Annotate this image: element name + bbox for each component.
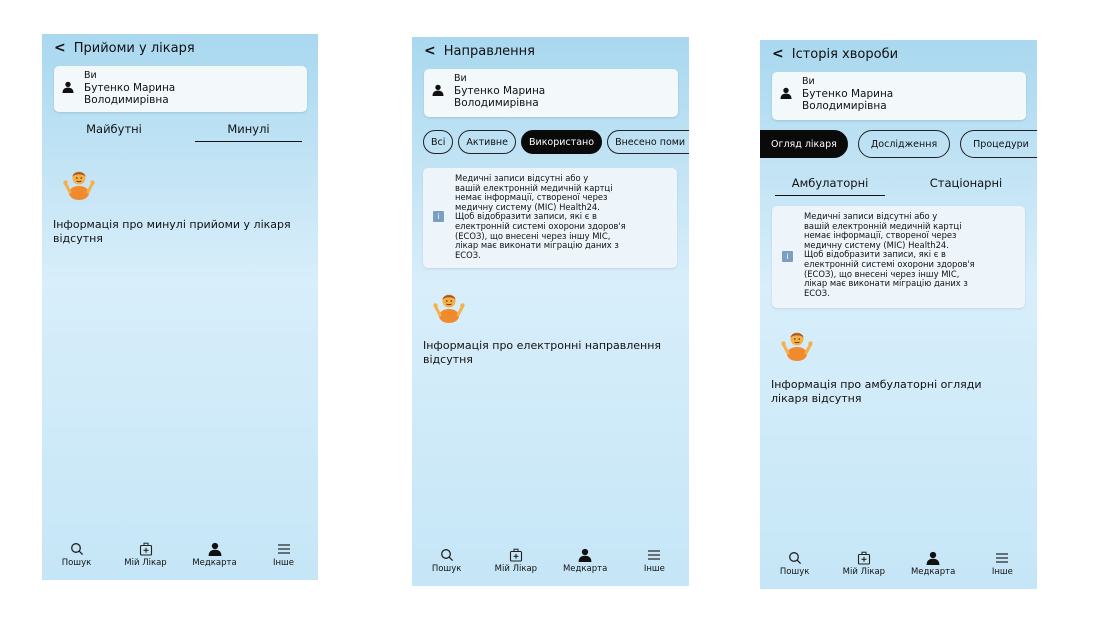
user-name-line2: Володимирівна	[802, 100, 887, 112]
user-type: Ви	[802, 76, 815, 87]
tab-past[interactable]: Минулі	[195, 122, 302, 142]
page-title: Історія хвороби	[791, 46, 899, 62]
nav-search-label: Пошук	[61, 558, 92, 568]
user-card[interactable]	[772, 72, 1026, 120]
nav-search[interactable]	[52, 542, 102, 568]
person-icon	[208, 542, 222, 556]
menu-icon	[995, 551, 1009, 565]
info-line: електронній системі охорони здоров'я	[455, 220, 626, 231]
chip-all[interactable]: Всі	[423, 130, 453, 154]
menu-icon	[277, 542, 291, 556]
nav-other-label: Інше	[643, 564, 665, 574]
bottom-nav	[42, 534, 318, 580]
user-icon	[780, 87, 792, 99]
nav-other[interactable]	[259, 542, 309, 568]
shrug-icon	[432, 289, 466, 323]
info-line: немає інформації, створеної через	[455, 192, 608, 203]
user-name-line1: Бутенко Марина	[84, 82, 176, 94]
shrug-icon	[62, 166, 96, 200]
nav-search-label: Пошук	[779, 567, 810, 577]
back-icon[interactable]: <	[772, 46, 784, 62]
nav-other-label: Інше	[272, 558, 295, 568]
chip-active[interactable]: Активне	[458, 130, 516, 154]
filter-chips	[423, 130, 689, 154]
empty-line-2: лікаря відсутня	[771, 392, 862, 405]
info-line: електронній системі охорони здоров'я	[804, 258, 975, 269]
info-line: Медичні записи відсутні або у	[455, 173, 589, 183]
page-title: Прийоми у лікаря	[73, 40, 195, 56]
info-line: Медичні записи відсутні або у	[804, 211, 938, 221]
info-line: ЕСОЗ.	[804, 287, 830, 298]
search-icon	[440, 548, 454, 562]
category-chips	[760, 130, 1037, 158]
medical-kit-icon	[857, 551, 871, 565]
tab-upcoming[interactable]: Майбутні	[86, 122, 142, 136]
info-box	[423, 168, 677, 268]
info-line: вашій електронній медичній картці	[804, 220, 962, 231]
nav-other-label: Інше	[991, 567, 1013, 577]
nav-other[interactable]	[977, 551, 1027, 577]
user-icon	[62, 81, 74, 93]
empty-line-2: відсутня	[53, 232, 103, 245]
nav-my-doctor[interactable]	[121, 542, 171, 568]
header	[54, 40, 195, 56]
tabs	[775, 176, 1025, 196]
nav-medcard[interactable]	[560, 548, 610, 574]
info-line: медичну систему (МІС) Health24.	[804, 239, 949, 250]
empty-state-text	[771, 378, 1033, 406]
tab-outpatient[interactable]: Амбулаторні	[775, 176, 885, 196]
info-line: лікар має виконати міграцію даних з	[455, 240, 619, 251]
info-line: (ЕСОЗ), що внесені через іншу МІС,	[804, 268, 960, 279]
tabs	[58, 122, 302, 142]
back-icon[interactable]: <	[54, 40, 66, 56]
nav-medcard[interactable]	[908, 551, 958, 577]
user-type: Ви	[84, 70, 97, 81]
nav-search-label: Пошук	[431, 564, 462, 574]
nav-medcard[interactable]	[190, 542, 240, 568]
chip-examinations[interactable]: Дослідження	[858, 130, 950, 158]
nav-my-doctor-label: Мій Лікар	[124, 558, 167, 568]
info-box	[772, 206, 1025, 308]
info-line: медичну систему (МІС) Health24.	[455, 201, 600, 212]
header	[424, 43, 535, 59]
info-icon: i	[433, 211, 444, 222]
chip-doctor-visit[interactable]: Огляд лікаря	[760, 130, 848, 158]
empty-line-1: Інформація про минулі прийоми у лікаря	[53, 218, 291, 231]
screen-appointments	[42, 34, 318, 580]
user-icon	[432, 84, 444, 96]
nav-medcard-label: Медкарта	[192, 558, 237, 568]
nav-medcard-label: Медкарта	[910, 567, 956, 577]
person-icon	[578, 548, 592, 562]
bottom-nav	[412, 540, 689, 586]
shrug-icon	[780, 327, 814, 361]
info-line: Щоб відобразити записи, які є в	[455, 211, 597, 222]
empty-state-text	[423, 339, 685, 367]
nav-my-doctor-label: Мій Лікар	[842, 567, 886, 577]
info-line: (ЕСОЗ), що внесені через іншу МІС,	[455, 230, 611, 241]
nav-my-doctor[interactable]	[839, 551, 889, 577]
bottom-nav	[760, 543, 1037, 589]
tab-inpatient[interactable]: Стаціонарні	[929, 176, 1003, 190]
nav-search[interactable]	[422, 548, 472, 574]
nav-other[interactable]	[629, 548, 679, 574]
screen-medical-history	[760, 40, 1037, 589]
person-icon	[926, 551, 940, 565]
info-line: немає інформації, створеної через	[804, 230, 957, 241]
medical-kit-icon	[139, 542, 153, 556]
chip-entered-erroneously[interactable]: Внесено поми	[607, 130, 689, 154]
nav-search[interactable]	[770, 551, 820, 577]
info-icon: i	[782, 251, 793, 262]
info-line: лікар має виконати міграцію даних з	[804, 278, 968, 289]
chip-used[interactable]: Використано	[521, 130, 602, 154]
empty-line-2: відсутня	[423, 353, 473, 366]
user-card[interactable]	[424, 69, 678, 117]
user-card[interactable]	[54, 66, 307, 112]
page-title: Направлення	[443, 43, 535, 59]
user-name-line1: Бутенко Марина	[802, 88, 894, 100]
header	[772, 46, 898, 62]
nav-medcard-label: Медкарта	[562, 564, 608, 574]
medical-kit-icon	[509, 548, 523, 562]
user-name-line2: Володимирівна	[84, 94, 169, 106]
menu-icon	[647, 548, 661, 562]
search-icon	[788, 551, 802, 565]
nav-my-doctor[interactable]	[491, 548, 541, 574]
info-line: ЕСОЗ.	[455, 249, 481, 260]
empty-line-1: Інформація про амбулаторні огляди	[771, 378, 982, 391]
user-type: Ви	[454, 73, 467, 84]
user-name-line1: Бутенко Марина	[454, 85, 546, 97]
nav-my-doctor-label: Мій Лікар	[494, 564, 538, 574]
empty-line-1: Інформація про електронні направлення	[423, 339, 662, 352]
search-icon	[70, 542, 84, 556]
info-line: Щоб відобразити записи, які є в	[804, 249, 946, 260]
info-line: вашій електронній медичній картці	[455, 182, 613, 193]
screen-referrals	[412, 37, 689, 586]
empty-state-text	[53, 218, 315, 246]
back-icon[interactable]: <	[424, 43, 436, 59]
chip-procedures[interactable]: Процедури	[960, 130, 1037, 158]
user-name-line2: Володимирівна	[454, 97, 539, 109]
